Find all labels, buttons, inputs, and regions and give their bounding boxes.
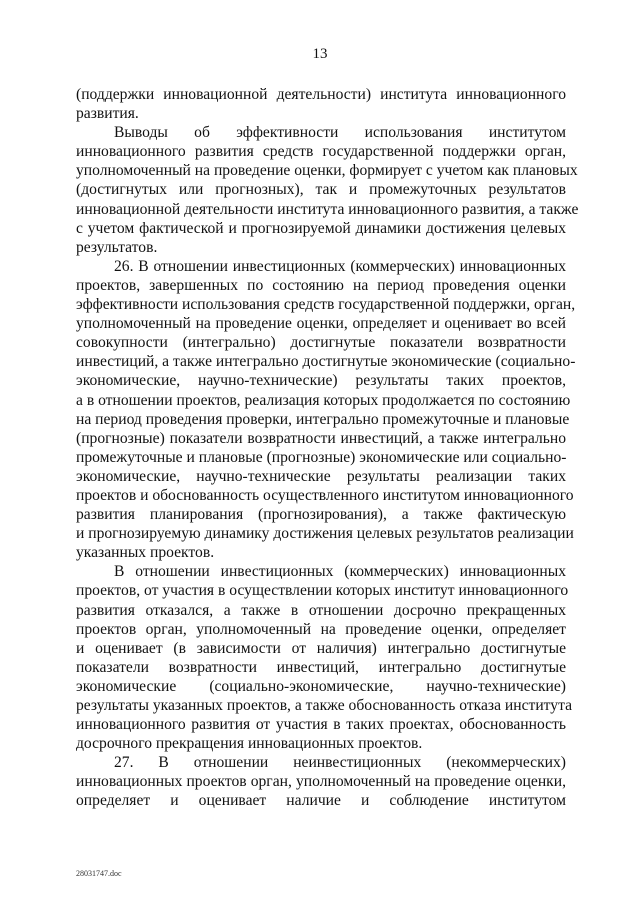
- text-line: Выводы об эффективности использования институтом: [114, 124, 566, 142]
- paragraph: [76, 562, 572, 753]
- text-line: промежуточные и плановые (прогнозные) экономические или социально-: [76, 448, 567, 466]
- text-line: результатов.: [76, 238, 158, 256]
- text-line: развития.: [76, 105, 139, 123]
- text-line: инновационных проектов орган, уполномоченный на проведение оценки,: [76, 773, 566, 791]
- text-line: инновационного развития от участия в таких проектах, обоснованность: [76, 716, 566, 734]
- text-line: проектов, завершенных по состоянию на период проведения оценки: [76, 276, 566, 294]
- text-line: (поддержки инновационной деятельности) института инновационного: [76, 86, 566, 103]
- text-line: на период проведения проверки, интегрально промежуточные и плановые: [76, 410, 570, 428]
- document-file-code: 28031747.doc: [76, 869, 122, 878]
- text-line: и прогнозируемую динамику достижения целевых результатов реализации: [76, 525, 574, 543]
- text-line: проектов орган, уполномоченный на проведение оценки, определяет: [76, 620, 566, 638]
- text-line: (достигнутых или прогнозных), так и промежуточных результатов: [76, 181, 566, 199]
- text-line: совокупности (интегрально) достигнутые показатели возвратности: [76, 334, 566, 352]
- paragraph: [76, 753, 566, 810]
- text-line: указанных проектов.: [76, 544, 215, 562]
- text-line: результаты указанных проектов, а также обоснованность отказа института: [76, 697, 572, 714]
- text-line: эффективности использования средств государственной поддержки, орган,: [76, 296, 576, 314]
- text-line: проектов, от участия в осуществлении которых институт инновационного: [76, 582, 569, 600]
- text-line: развития планирования (прогнозирования), а также фактическую: [76, 506, 566, 524]
- text-line: (прогнозные) показатели возвратности инвестиций, а также интегрально: [76, 429, 566, 447]
- document-body: [76, 85, 579, 811]
- text-line: показатели возвратности инвестиций, интегрально достигнутые: [76, 658, 566, 676]
- text-line: с учетом фактической и прогнозируемой динамики достижения целевых: [76, 219, 566, 237]
- text-line: уполномоченный на проведение оценки, формирует с учетом как плановых: [76, 162, 578, 180]
- text-line: и оценивает (в зависимости от наличия) интегрально достигнутые: [76, 639, 566, 657]
- text-line: уполномоченный на проведение оценки, определяет и оценивает во всей: [76, 315, 566, 333]
- text-line: 27. В отношении неинвестиционных (некоммерческих): [114, 754, 566, 772]
- text-line: инновационной деятельности института инновационного развития, а также: [76, 200, 579, 218]
- text-line: инновационного развития средств государственной поддержки орган,: [76, 143, 566, 161]
- page-number: 13: [312, 46, 328, 62]
- text-line: экономические (социально-экономические, научно-технические): [76, 677, 566, 695]
- text-line: экономические, научно-технические результаты реализации таких: [76, 467, 566, 485]
- paragraph: [76, 257, 576, 563]
- text-line: досрочного прекращения инновационных проектов.: [76, 735, 423, 753]
- text-line: развития отказался, а также в отношении досрочно прекращенных: [76, 601, 566, 619]
- text-line: проектов и обоснованность осуществленного институтом инновационного: [76, 486, 574, 504]
- paragraph: [76, 85, 566, 123]
- text-line: определяет и оценивает наличие и соблюдение институтом: [76, 792, 566, 810]
- text-line: экономические, научно-технические) результаты таких проектов,: [76, 372, 566, 390]
- text-line: а в отношении проектов, реализация которых продолжается по состоянию: [76, 391, 571, 409]
- paragraph: [76, 123, 579, 257]
- text-line: инвестиций, а также интегрально достигнутые экономические (социально-: [76, 353, 576, 371]
- text-line: 26. В отношении инвестиционных (коммерческих) инновационных: [114, 257, 566, 275]
- text-line: В отношении инвестиционных (коммерческих) инновационных: [114, 563, 566, 581]
